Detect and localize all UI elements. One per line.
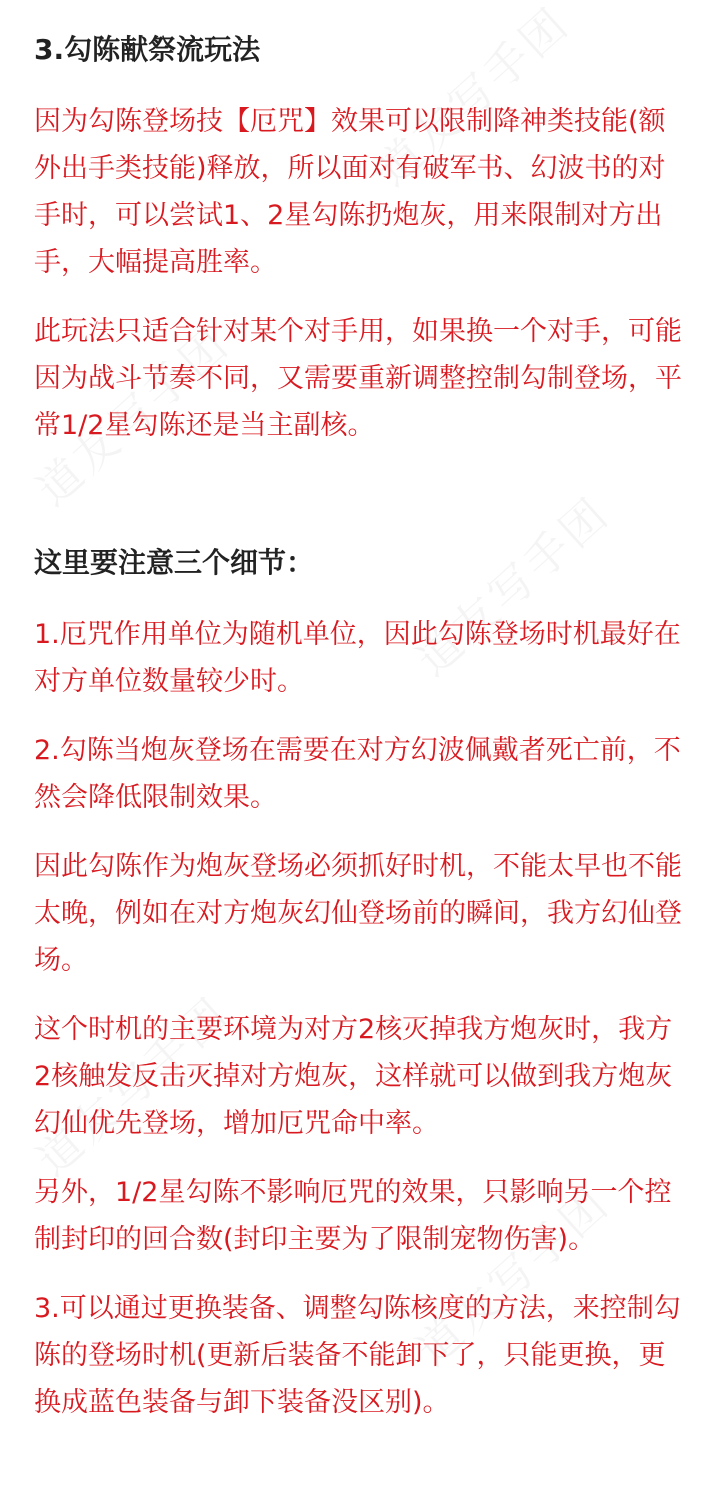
paragraph: 这个时机的主要环境为对方2核灭掉我方炮灰时，我方2核触发反击灭掉对方炮灰，这样就可以做到我方炮灰幻仙优先登场，增加厄咒命中率。 <box>34 1014 673 1139</box>
section-heading-1: 3.勾陈献祭流玩法 <box>34 33 261 66</box>
section-heading-2: 这里要注意三个细节： <box>34 546 315 579</box>
paragraph: 因为勾陈登场技【厄咒】效果可以限制降神类技能(额外出手类技能)释放，所以面对有破军书、幻波书的对手时，可以尝试1、2星勾陈扔炮灰，用来限制对方出手，大幅提高胜率。 <box>34 106 666 278</box>
paragraph: 此玩法只适合针对某个对手用，如果换一个对手，可能因为战斗节奏不同，又需要重新调整控制勾制登场，平常1/2星勾陈还是当主副核。 <box>34 316 682 441</box>
section-spacer <box>34 471 682 541</box>
paragraph: 因此勾陈作为炮灰登场必须抓好时机，不能太早也不能太晚，例如在对方炮灰幻仙登场前的瞬间，我方幻仙登场。 <box>34 851 682 976</box>
paragraph: 2.勾陈当炮灰登场在需要在对方幻波佩戴者死亡前，不然会降低限制效果。 <box>34 735 681 813</box>
paragraph: 3.可以通过更换装备、调整勾陈核度的方法，来控制勾陈的登场时机(更新后装备不能卸下了，只能更换，更换成蓝色装备与卸下装备没区别)。 <box>34 1293 681 1418</box>
paragraph: 另外，1/2星勾陈不影响厄咒的效果，只影响另一个控制封印的回合数(封印主要为了限制宠物伤害)。 <box>34 1177 672 1255</box>
paragraph: 1.厄咒作用单位为随机单位，因此勾陈登场时机最好在对方单位数量较少时。 <box>34 619 681 697</box>
